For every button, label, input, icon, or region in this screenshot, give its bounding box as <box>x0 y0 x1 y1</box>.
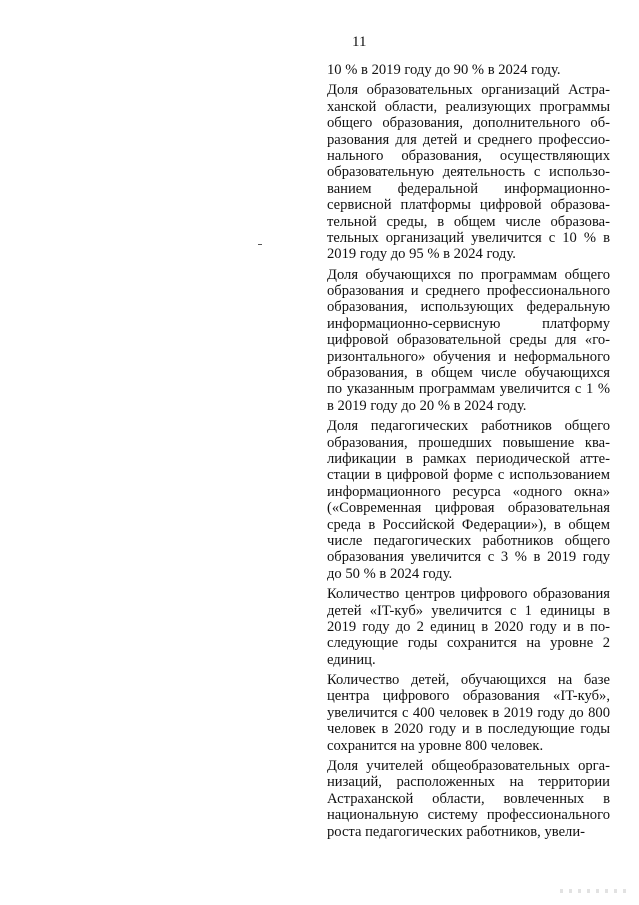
text-line: тельной среды, в общем числе образова- <box>327 213 610 230</box>
text-line: числе педагогических работников общего <box>327 532 610 549</box>
text-line: общего образования, дополнительного об- <box>327 115 610 132</box>
paragraph <box>327 62 610 78</box>
paragraph <box>327 672 610 754</box>
text-line: Количество детей, обучающихся на базе <box>327 672 610 689</box>
text-line: центра цифрового образования «IT-куб», <box>327 688 610 705</box>
text-line: Астраханской области, вовлеченных в <box>327 790 610 807</box>
text-line: до 50 % в 2024 году. <box>327 565 453 582</box>
text-line: 2019 году до 95 % в 2024 году. <box>327 246 516 263</box>
text-line: Количество центров цифрового образования <box>327 586 610 603</box>
text-line: национальную систему профессионального <box>327 807 610 824</box>
footer-scan-marks <box>560 889 630 893</box>
text-line: Доля учителей общеобразовательных орга- <box>327 758 610 775</box>
text-line: Доля педагогических работников общего <box>327 418 610 435</box>
text-line: тельных организаций увеличится с 10 % в <box>327 229 610 246</box>
text-line: цифровой образовательной среды для «го- <box>327 332 610 349</box>
text-line: нального образования, осуществляющих <box>327 147 610 164</box>
text-line: детей «IT-куб» увеличится с 1 единицы в <box>327 602 610 619</box>
text-line: 10 % в 2019 году до 90 % в 2024 году. <box>327 62 561 78</box>
text-line: образования увеличится с 3 % в 2019 году <box>327 549 610 566</box>
text-line: образовательную деятельность с использо- <box>327 164 610 181</box>
stray-mark <box>258 244 262 245</box>
paragraph <box>327 586 610 668</box>
text-line: разования для детей и среднего профессио- <box>327 131 610 148</box>
text-line: информационного ресурса «одного окна» <box>327 483 610 500</box>
text-line: человек в 2020 году и в последующие годы <box>327 721 610 738</box>
text-line: образования, использующих федеральную <box>327 299 610 316</box>
paragraph <box>327 418 610 582</box>
text-line: образования, в общем числе обучающихся <box>327 365 610 382</box>
text-line: («Современная цифровая образовательная <box>327 500 610 517</box>
text-line: в 2019 году до 20 % в 2024 году. <box>327 397 527 414</box>
paragraph <box>327 758 610 840</box>
paragraph <box>327 267 610 415</box>
text-line: следующие годы сохранится на уровне 2 <box>327 635 610 652</box>
text-line: роста педагогических работников, увели- <box>327 823 585 840</box>
text-line: информационно-сервисную платформу <box>327 315 610 332</box>
text-line: ханской области, реализующих программы <box>327 98 610 115</box>
text-line: низаций, расположенных на территории <box>327 774 610 791</box>
text-line: Доля обучающихся по программам общего <box>327 266 610 283</box>
paragraph <box>327 82 610 262</box>
text-line: сервисной платформы цифровой образова- <box>327 197 610 214</box>
text-line: ризонтального» обучения и неформального <box>327 348 610 365</box>
text-line: Доля образовательных организаций Астра- <box>327 82 610 99</box>
text-line: образования и среднего профессионального <box>327 283 610 300</box>
text-line: лификации в рамках периодической атте- <box>327 450 610 467</box>
text-line: увеличится с 400 человек в 2019 году до 800 <box>327 704 610 721</box>
text-line: стации в цифровой форме с использованием <box>327 467 610 484</box>
text-column <box>327 62 610 844</box>
text-line: 2019 году до 2 единиц в 2020 году и в по- <box>327 618 610 635</box>
text-line: по указанным программам увеличится с 1 % <box>327 381 610 398</box>
text-line: единиц. <box>327 651 376 668</box>
text-line: среда в Российской Федерации»), в общем <box>327 516 610 533</box>
text-line: ванием федеральной информационно- <box>327 180 610 197</box>
text-line: сохранится на уровне 800 человек. <box>327 737 544 754</box>
text-line: образования, прошедших повышение ква- <box>327 434 610 451</box>
page-number: 11 <box>352 34 367 50</box>
